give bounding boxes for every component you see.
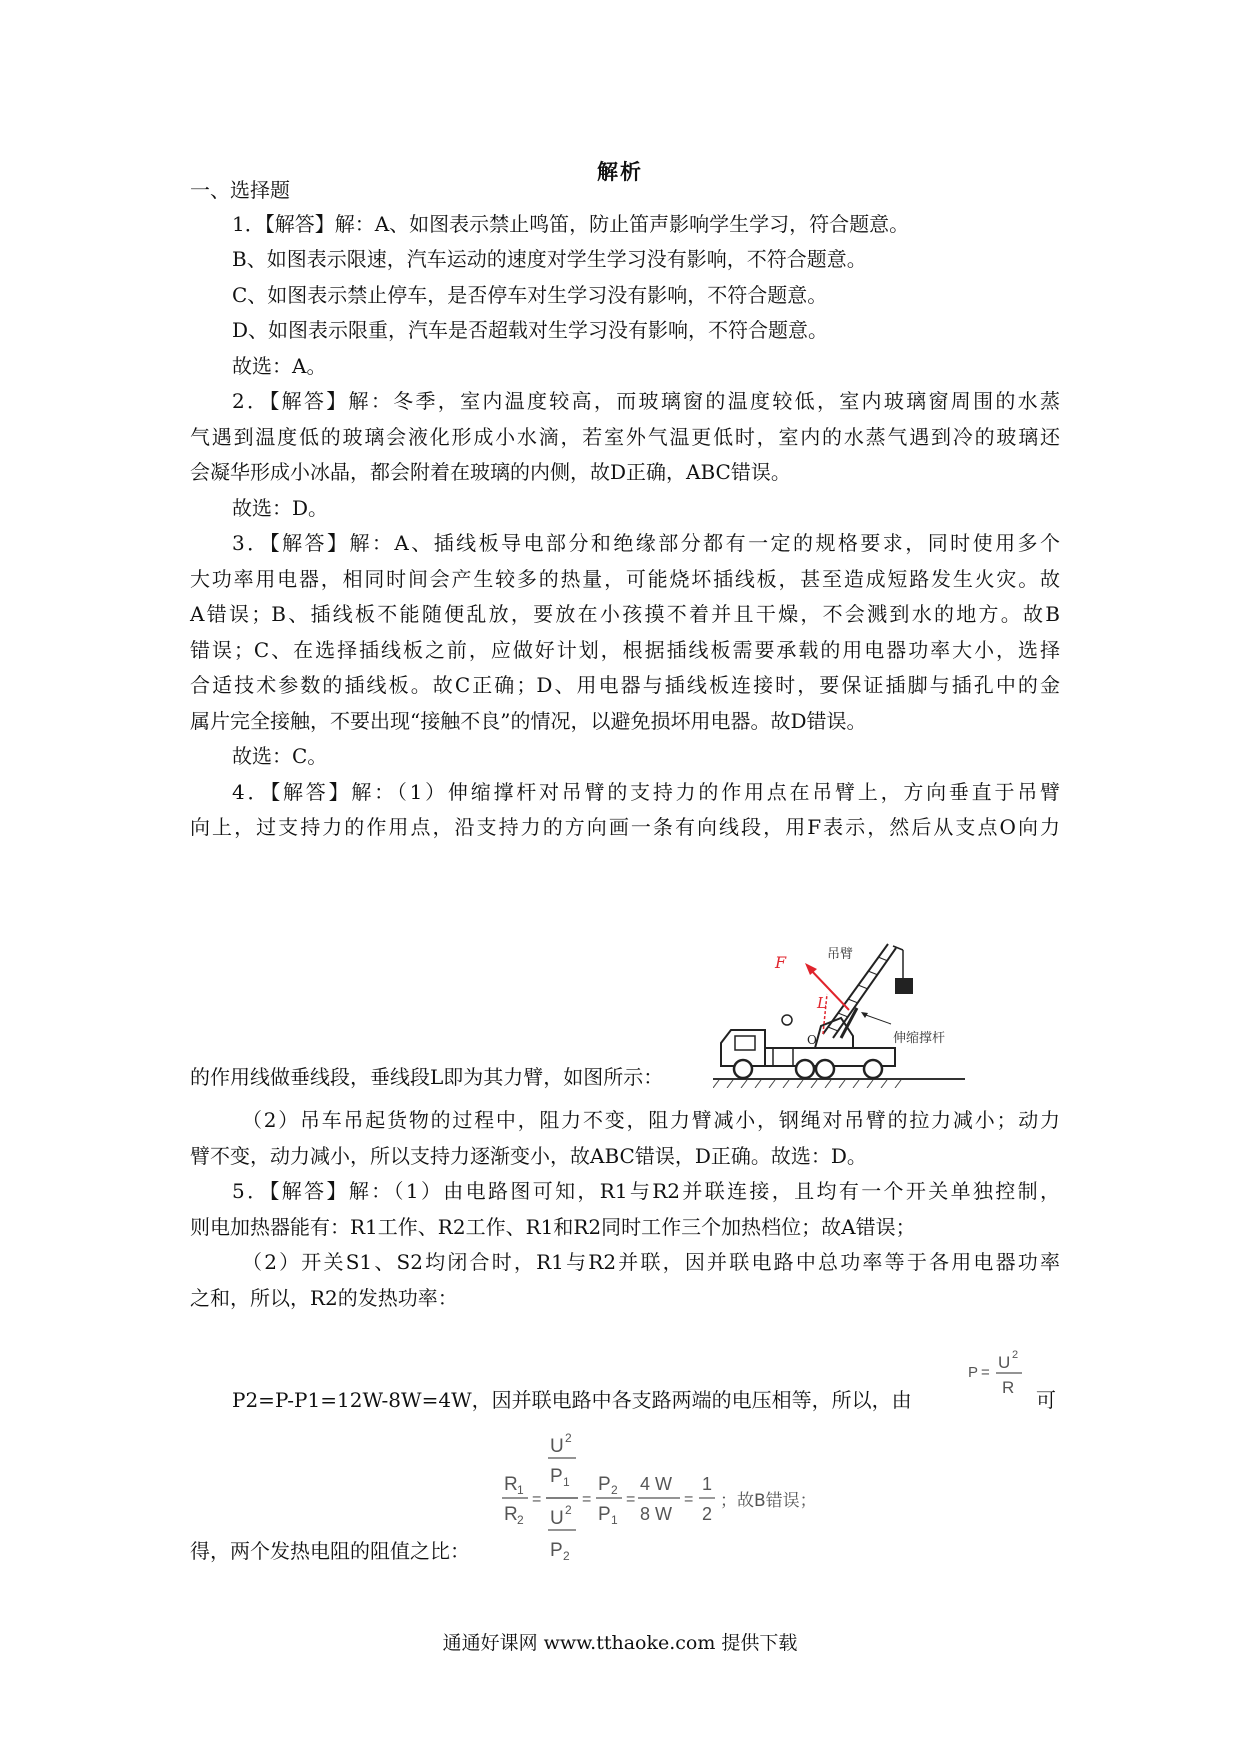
figure-label-F: F [775,953,787,972]
ratio-2: 2 [702,1504,713,1524]
formula-sq: 2 [1012,1349,1019,1361]
ratio-P1: P [598,1504,611,1525]
ratio-eq-3: = [626,1491,636,1508]
ratio-P2-bottom-sub: 2 [563,1549,570,1562]
formula-eq: = [981,1364,990,1381]
formula-R: R [1002,1378,1015,1397]
formula-U: U [998,1353,1011,1372]
q5-line-4: 之和，所以，R2的发热功率： [190,1286,458,1310]
ratio-sq-top: 2 [565,1432,572,1445]
ratio-eq-1: = [532,1491,542,1508]
q2-line-1: 2．【解答】解：冬季，室内温度较高，而玻璃窗的温度较低，室内玻璃窗周围的水蒸 [232,389,1060,413]
q5-line-2: 则电加热器能有：R1工作、R2工作、R1和R2同时工作三个加热档位；故A错误； [190,1215,916,1239]
q4-line-2: 向上，过支持力的作用点，沿支持力的方向画一条有向线段，用F表示，然后从支点O向力 [190,815,1060,839]
ratio-tail: ；故B错误； [720,1491,817,1511]
ratio-P2: P [598,1474,611,1495]
q4-line-1: 4．【解答】解：（1）伸缩撑杆对吊臂的支持力的作用点在吊臂上，方向垂直于吊臂 [232,780,1060,804]
formula-power [968,1346,1030,1402]
ratio-sq-bottom: 2 [565,1503,572,1517]
ratio-U-top: U [550,1436,564,1457]
ratio-1: 1 [702,1474,713,1494]
ratio-8W: 8 W [640,1504,673,1524]
q5-line-3: （2）开关S1、S2均闭合时，R1与R2并联，因并联电路中总功率等于各用电器功率 [242,1250,1060,1274]
q3-line-2: 大功率用电器，相同时间会产生较多的热量，可能烧坏插线板，甚至造成短路发生火灾。故 [190,567,1060,591]
ratio-eq-2: = [582,1491,592,1508]
ratio-P2-bottom: P [550,1540,563,1561]
figure-label-L: L [817,994,827,1012]
ratio-P1-top-sub: 1 [563,1475,570,1489]
q1-line-2: B、如图表示限速，汽车运动的速度对学生学习没有影响，不符合题意。 [232,247,867,271]
q1-line-3: C、如图表示禁止停车，是否停车对生学习没有影响，不符合题意。 [232,283,828,307]
q1-line-1: 1．【解答】解：A、如图表示禁止鸣笛，防止笛声影响学生学习，符合题意。 [232,212,910,236]
page-title: 解析 [597,159,643,184]
q2-line-2: 气遇到温度低的玻璃会液化形成小水滴，若室外气温更低时，室内的水蒸气遇到冷的玻璃还 [190,425,1060,449]
figure-label-O: O [807,1033,817,1047]
ratio-R2-sub: 2 [517,1513,524,1527]
q3-line-1: 3．【解答】解：A、插线板导电部分和绝缘部分都有一定的规格要求，同时使用多个 [232,531,1060,555]
q4-line-4: （2）吊车吊起货物的过程中，阻力不变，阻力臂减小，钢绳对吊臂的拉力减小；动力 [242,1108,1060,1132]
ratio-R2: R [504,1504,518,1525]
figure-label-rod: 伸缩撑杆 [893,1031,946,1046]
q2-line-3: 会凝华形成小冰晶，都会附着在玻璃的内侧，故D正确，ABC错误。 [190,460,791,484]
q1-line-4: D、如图表示限重，汽车是否超载对生学习没有影响，不符合题意。 [232,318,829,342]
ratio-U-bottom: U [550,1508,564,1529]
page-footer: 通通好课网 www.tthaoke.com 提供下载 [442,1632,798,1654]
q3-line-5: 合适技术参数的插线板。故C正确；D、用电器与插线板连接时，要保证插脚与插孔中的金 [190,673,1060,697]
ratio-R1-sub: 1 [517,1483,524,1497]
ratio-eq-4: = [684,1491,694,1508]
q4-line-3: 的作用线做垂线段，垂线段L即为其力臂，如图所示： [190,1065,664,1089]
ratio-P1-sub: 1 [611,1513,618,1527]
formula-P: P [968,1364,979,1381]
q2-answer: 故选：D。 [232,496,329,520]
ratio-P1-top: P [550,1466,563,1487]
q3-line-4: 错误；C、在选择插线板之前，应做好计划，根据插线板需要承载的用电器功率大小，选择 [190,638,1060,662]
q3-answer: 故选：C。 [232,744,328,768]
q3-line-3: A错误；B、插线板不能随便乱放，要放在小孩摸不着并且干燥，不会溅到水的地方。故B [190,602,1060,626]
q4-line-5: 臂不变，动力减小，所以支持力逐渐变小，故ABC错误，D正确。故选：D。 [190,1144,867,1168]
q1-answer: 故选：A。 [232,354,327,378]
ratio-4W: 4 W [640,1474,673,1494]
ratio-P2-sub: 2 [611,1483,618,1497]
q5-line-1: 5．【解答】解：（1）由电路图可知，R1与R2并联连接，且均有一个开关单独控制， [232,1179,1060,1203]
figure-label-arm: 吊臂 [827,947,854,962]
q5-line-5: P2=P-P1=12W-8W=4W，因并联电路中各支路两端的电压相等，所以，由 [232,1388,912,1412]
ratio-R1: R [504,1474,518,1495]
q5-line-6: 得，两个发热电阻的阻值之比： [190,1539,470,1563]
q3-line-6: 属片完全接触，不要出现“接触不良”的情况，以避免损坏用电器。故D错误。 [190,709,867,733]
section-heading: 一、选择题 [190,178,290,202]
q5-line-5-tail: 可 [1036,1388,1056,1412]
